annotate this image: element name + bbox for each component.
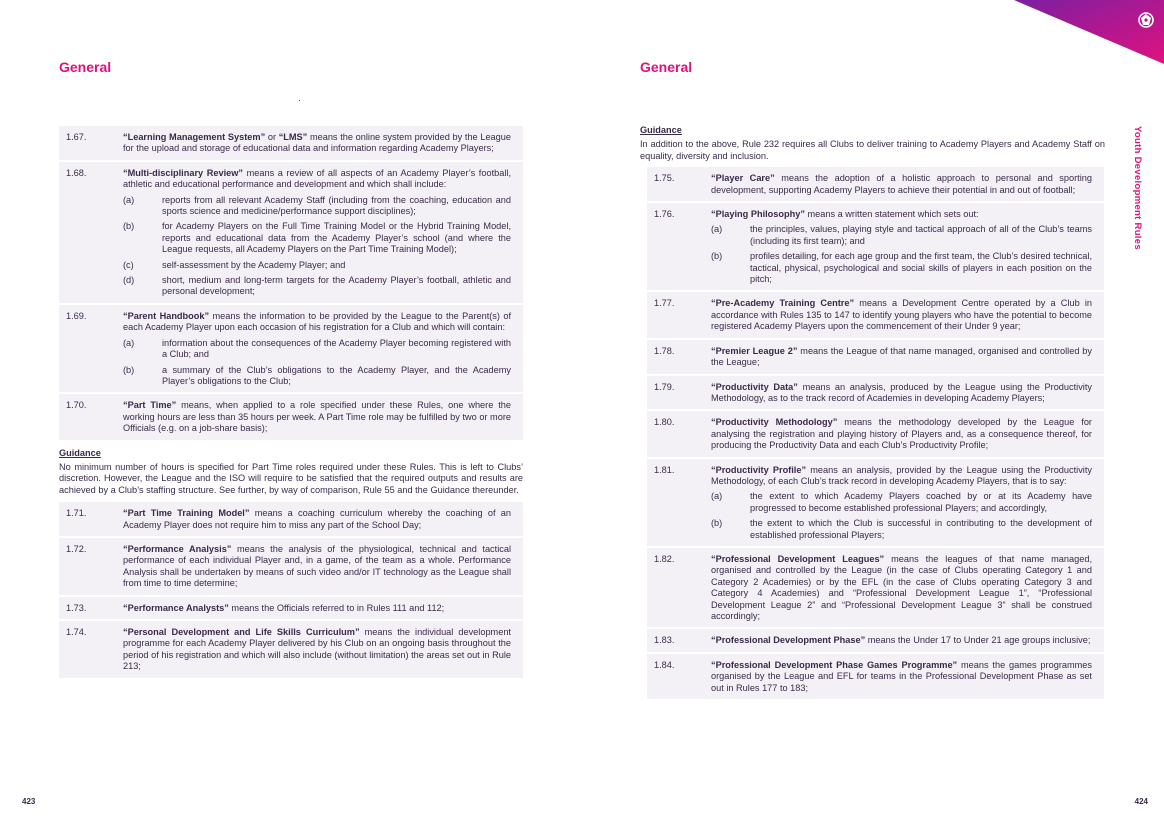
guidance-block-left [59, 448, 523, 497]
definition-text: means a Development Centre operated by a Club in accordance with Rules 135 to 147 to identify young players who have the potential to become registered Academy Players upon the commencement of their Under 9 year; [711, 298, 1092, 332]
rule-row [647, 459, 1104, 548]
left-column [59, 126, 523, 680]
definition-text: means the analysis of the physiological, technical and tactical performance of each individual Player and, in a game, of the team as a whole. Performance Analysis shall be undertaken by means of such video and/or IT technology as the League shall from time to time determine; [123, 543, 511, 589]
sub-clause-text: information about the consequences of the Academy Player becoming registered with a Club; and [162, 337, 511, 360]
sub-clause-label: (b) [123, 364, 135, 375]
rule-number: 1.83. [654, 635, 675, 646]
sub-clause-text: short, medium and long-term targets for the Academy Player’s football, athletic and personal development; [162, 275, 511, 297]
rule-body [711, 298, 1092, 332]
rules-list-a [59, 126, 523, 442]
definition-text: means a review of all aspects of an Academy Player’s football, athletic and educational performance and development and which shall include: [123, 167, 511, 190]
rule-body [123, 168, 511, 298]
sub-clause-label: (a) [711, 491, 723, 502]
rule-row [647, 292, 1104, 339]
rule-body [711, 465, 1092, 541]
rule-body [711, 660, 1092, 694]
defined-term: “Performance Analysis” [123, 543, 232, 554]
defined-term: “Premier League 2” [711, 345, 798, 356]
right-column [640, 125, 1105, 701]
rule-row [647, 629, 1104, 653]
definition-text: means the leagues of that name managed, organised and controlled by the League (in the case of Clubs operating Category 1 and Category 2 Academies) or by the EFL (in the case of Clubs operating Category 3 and Category 4 Academies) and “Professional Development League 1”, “Professional Development League 2” and “Professional Development League 3” shall be construed accordingly; [711, 553, 1093, 621]
sub-clause-label: (a) [711, 224, 723, 235]
sub-clause [123, 260, 511, 271]
sub-clause [123, 221, 511, 255]
rule-row [647, 654, 1104, 701]
rule-row [647, 376, 1104, 412]
rule-row [59, 394, 523, 441]
rule-number: 1.73. [66, 602, 87, 613]
defined-term: “Performance Analysts” [123, 602, 229, 613]
sub-clause [711, 251, 1092, 285]
rule-body [711, 173, 1092, 196]
guidance-heading: Guidance [59, 447, 101, 458]
rule-body [123, 132, 511, 155]
defined-term: “Learning Management System” [123, 132, 266, 142]
definition-text: means an analysis, produced by the League using the Productivity Methodology, as to the track record of Academies in developing Academy Players; [711, 381, 1092, 403]
rule-body [123, 627, 511, 673]
rule-row [59, 538, 523, 597]
rule-body [123, 544, 511, 590]
definition-text: means the games programmes organised by the League and EFL for teams in the Professional Development Phase as set out in Rules 177 to 183; [711, 659, 1092, 693]
sub-clause-label: (c) [123, 259, 134, 270]
rule-row [59, 305, 523, 394]
rule-number: 1.79. [654, 381, 675, 392]
definition-text: means the Under 17 to Under 21 age groups inclusive; [865, 635, 1091, 646]
rule-row [59, 621, 523, 680]
rule-number: 1.84. [654, 659, 675, 670]
sub-clause [123, 195, 511, 218]
rule-number: 1.71. [66, 508, 87, 519]
sub-clause-text: the extent to which the Club is successful in contributing to the development of established professional Players; [750, 518, 1092, 540]
definition-text: means the information to be provided by the League to the Parent(s) of each Academy Player upon each occasion of his registration for a Club and which will contain: [123, 310, 512, 333]
rule-number: 1.82. [654, 553, 675, 564]
defined-term: “Professional Development Leagues” [711, 553, 885, 564]
rule-number: 1.68. [66, 167, 87, 178]
corner-decoration [1014, 0, 1164, 70]
defined-term: “Part Time Training Model” [123, 508, 250, 519]
definition-text: means an analysis, provided by the League using the Productivity Methodology, of each Club’s track record in developing Academy Players, that is to say: [711, 464, 1092, 486]
rule-number: 1.81. [654, 464, 675, 475]
sub-clause [711, 518, 1092, 541]
definition-text: means the League of that name managed, organised and controlled by the League; [711, 345, 1092, 368]
rule-body [711, 209, 1092, 285]
rule-number: 1.69. [66, 310, 87, 321]
rule-number: 1.75. [654, 173, 675, 184]
rule-number: 1.67. [66, 132, 87, 142]
rule-body [711, 382, 1092, 405]
definition-text: means a coaching curriculum whereby the coaching of an Academy Player does not require him to miss any part of the School Day; [123, 508, 511, 530]
rule-body [711, 635, 1092, 646]
defined-term: “Productivity Data” [711, 381, 798, 392]
sub-clause-text: a summary of the Club’s obligations to the Academy Player, and the Academy Player’s obligations to the Club; [162, 364, 511, 386]
sub-clause-label: (d) [123, 275, 135, 286]
rule-number: 1.74. [66, 627, 87, 637]
defined-term: “Productivity Methodology” [711, 417, 838, 428]
defined-term: “Professional Development Phase” [711, 635, 866, 646]
side-section-title: Youth Development Rules [1132, 126, 1143, 250]
rule-number: 1.70. [66, 400, 87, 411]
defined-term: “Multi-disciplinary Review” [123, 167, 243, 178]
rule-body [711, 554, 1092, 622]
guidance-text: No minimum number of hours is specified for Part Time roles required under these Rules. This is left to Clubs’ discretion. However, the League and the ISO will require to be satisfied that the required outputs and results are achieved by a Club’s staffing structure. See further, by way of comparison, Rule 55 and the Guidance thereunder. [59, 461, 523, 495]
rule-row [59, 126, 523, 162]
guidance-heading: Guidance [640, 125, 682, 135]
defined-term-alt: “LMS” [278, 132, 308, 142]
sub-clause-text: the principles, values, playing style and tactical approach of all of the Club’s teams (including its first team); and [750, 224, 1092, 246]
defined-term: “Playing Philosophy” [711, 209, 805, 220]
sub-clause-label: (a) [123, 337, 135, 348]
rule-row [59, 162, 523, 305]
sub-clause-text: the extent to which Academy Players coached by or at its Academy have progressed to become established professional Players; and accordingly, [750, 491, 1092, 513]
guidance-block-right [640, 125, 1105, 162]
defined-term: “Pre-Academy Training Centre” [711, 298, 855, 309]
term-connector: or [265, 132, 279, 142]
stray-dot [299, 100, 300, 101]
rule-body [711, 346, 1092, 369]
rule-number: 1.77. [654, 298, 675, 309]
rule-row [59, 597, 523, 621]
defined-term: “Player Care” [711, 173, 775, 184]
sub-clause-text: profiles detailing, for each age group and the first team, the Club’s desired technical, tactical, physical, psychological and social skills of players in each position on the pitch; [750, 251, 1093, 285]
sub-clause-label: (b) [711, 518, 723, 529]
rule-body [123, 508, 511, 531]
sub-clause [123, 338, 511, 361]
rule-row [647, 411, 1104, 458]
definition-text: means the individual development programme for each Academy Player delivered by his Club on an ongoing basis throughout the period of his registration and which will also include (without limitation) the areas set out in Rule 213; [123, 627, 511, 672]
definition-text: means, when applied to a role specified under these Rules, one where the working hours are less than 35 hours per week. A Part Time role may be fulfilled by two or more Officials (e.g. on a job-share basis); [123, 400, 512, 434]
definition-text: means the adoption of a holistic approach to personal and sporting development, supporting Academy Players to achieve their potential in and out of football; [711, 173, 1092, 195]
sub-clause [711, 224, 1092, 247]
defined-term: “Parent Handbook” [123, 310, 210, 321]
defined-term: “Personal Development and Life Skills Curriculum” [123, 627, 360, 637]
sub-clause-text: for Academy Players on the Full Time Training Model or the Hybrid Training Model, reports and educational data from the Academy Player’s school (and where the League requests, all Academy Players on the Part Time Training Model); [162, 221, 511, 255]
rule-row [647, 203, 1104, 292]
page-number-right: 424 [1134, 797, 1148, 806]
sub-clause-text: reports from all relevant Academy Staff (including from the coaching, education and sports science and medicine/performance support disciplines); [162, 194, 511, 217]
definition-text: means a written statement which sets out: [804, 209, 979, 220]
defined-term: “Part Time” [123, 400, 177, 411]
rule-body [123, 311, 511, 387]
rule-number: 1.80. [654, 417, 675, 428]
page-number-left: 423 [22, 797, 36, 806]
rule-row [647, 548, 1104, 629]
sub-clause-text: self-assessment by the Academy Player; and [162, 259, 346, 270]
definition-text: means the online system provided by the League for the upload and storage of educational data and information regarding Academy Players; [123, 132, 511, 154]
sub-clause-label: (a) [123, 194, 135, 205]
rule-number: 1.76. [654, 209, 675, 220]
definition-text: means the Officials referred to in Rules 111 and 112; [228, 602, 445, 613]
sub-clause [123, 275, 511, 298]
rule-number: 1.78. [654, 345, 675, 356]
rule-body [711, 417, 1092, 451]
guidance-text: In addition to the above, Rule 232 requires all Clubs to deliver training to Academy Players and Academy Staff on equality, diversity and inclusion. [640, 139, 1105, 161]
sub-clause-label: (b) [123, 221, 135, 232]
rule-number: 1.72. [66, 543, 87, 554]
right-page [582, 0, 1164, 825]
rules-list-right [640, 167, 1105, 701]
rule-row [59, 502, 523, 538]
rule-body [123, 603, 511, 614]
rules-list-b [59, 502, 523, 679]
sub-clause [711, 491, 1092, 514]
rule-row [647, 340, 1104, 376]
defined-term: “Productivity Profile” [711, 464, 807, 475]
page-heading-left: General [59, 59, 112, 75]
sub-clause [123, 365, 511, 388]
rule-row [647, 167, 1104, 203]
sub-clause-label: (b) [711, 251, 723, 262]
page-heading-right: General [640, 59, 693, 75]
defined-term: “Professional Development Phase Games Programme” [711, 659, 958, 670]
rule-body [123, 400, 511, 434]
definition-text: means the methodology developed by the League for analysing the registration and playing history of Players and, as a consequence thereof, for producing the Productivity Data and each Club’s Productivity Profile; [711, 417, 1092, 451]
